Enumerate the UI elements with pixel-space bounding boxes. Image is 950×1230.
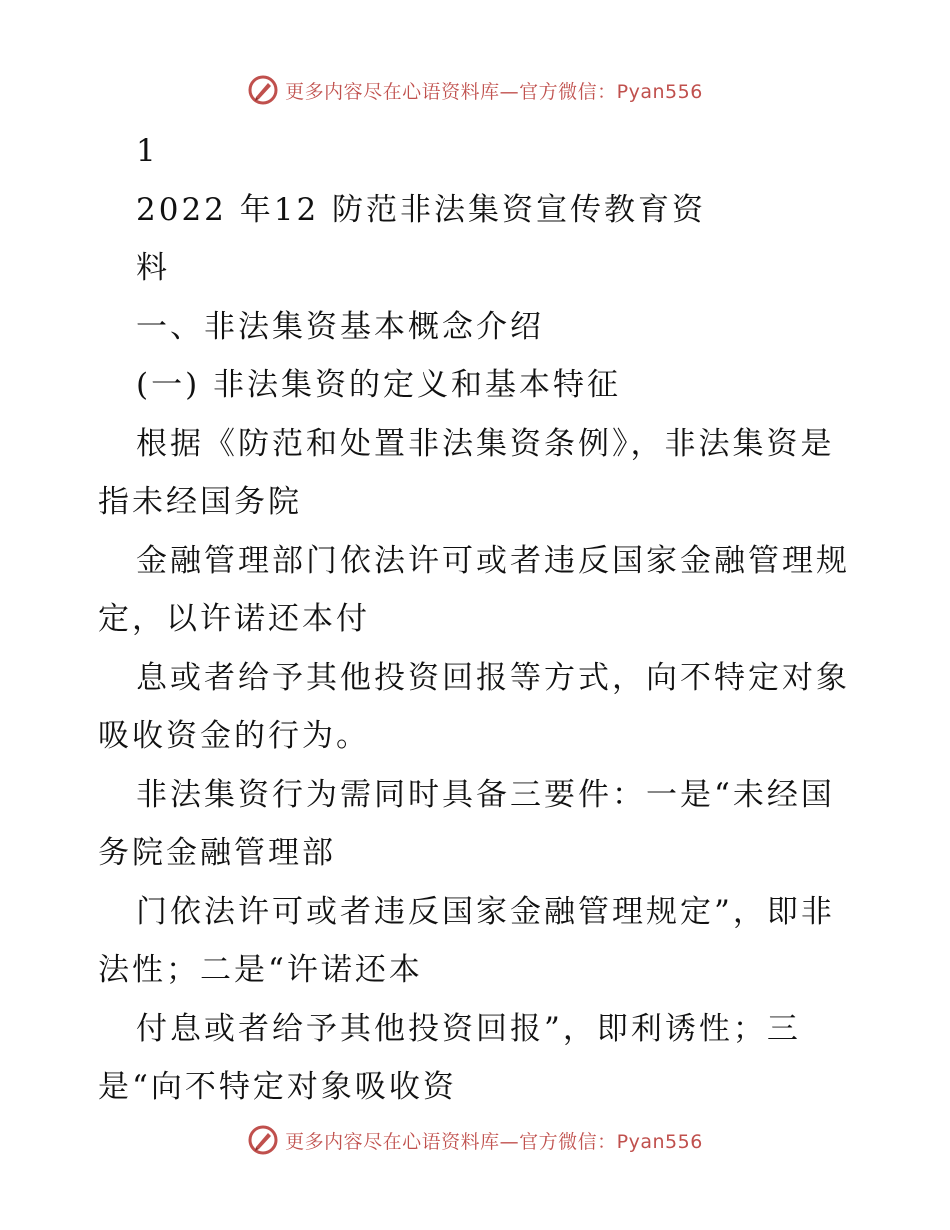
document-title-line-2: 料 [136, 250, 170, 286]
footer-watermark-banner [0, 1120, 950, 1160]
document-body [98, 122, 858, 1117]
paragraph-line: 息或者给予其他投资回报等方式，向不特定对象 [136, 659, 850, 696]
pen-circle-icon [247, 1124, 279, 1156]
paragraph-line: 根据《防范和处置非法集资条例》，非法集资是 [136, 425, 835, 462]
paragraph-line: 付息或者给予其他投资回报”，即利诱性；三 [136, 1010, 801, 1047]
paragraph-line: 法性；二是“许诺还本 [98, 952, 423, 988]
paragraph-line: 指未经国务院 [98, 484, 302, 520]
watermark-text: 更多内容尽在心语资料库—官方微信：Pyan556 [285, 1130, 703, 1153]
header-watermark-banner [0, 70, 950, 110]
document-title-line-1: 2022 年12 防范非法集资宣传教育资 [136, 191, 707, 228]
paragraph-line: 非法集资行为需同时具备三要件：一是“未经国 [136, 776, 835, 813]
page-number: 1 [136, 133, 159, 169]
section-heading: 一、非法集资基本概念介绍 [136, 308, 544, 345]
paragraph-line: 定，以许诺还本付 [98, 601, 370, 637]
subsection-heading: (一) 非法集资的定义和基本特征 [136, 367, 622, 403]
paragraph-line: 门依法许可或者违反国家金融管理规定”，即非 [136, 893, 835, 930]
paragraph-line: 金融管理部门依法许可或者违反国家金融管理规 [136, 542, 850, 579]
paragraph-line: 吸收资金的行为。 [98, 718, 370, 754]
pen-circle-icon [247, 74, 279, 106]
paragraph-line: 是“向不特定对象吸收资 [98, 1069, 457, 1105]
watermark-text: 更多内容尽在心语资料库—官方微信：Pyan556 [285, 80, 703, 103]
paragraph-line: 务院金融管理部 [98, 835, 336, 871]
